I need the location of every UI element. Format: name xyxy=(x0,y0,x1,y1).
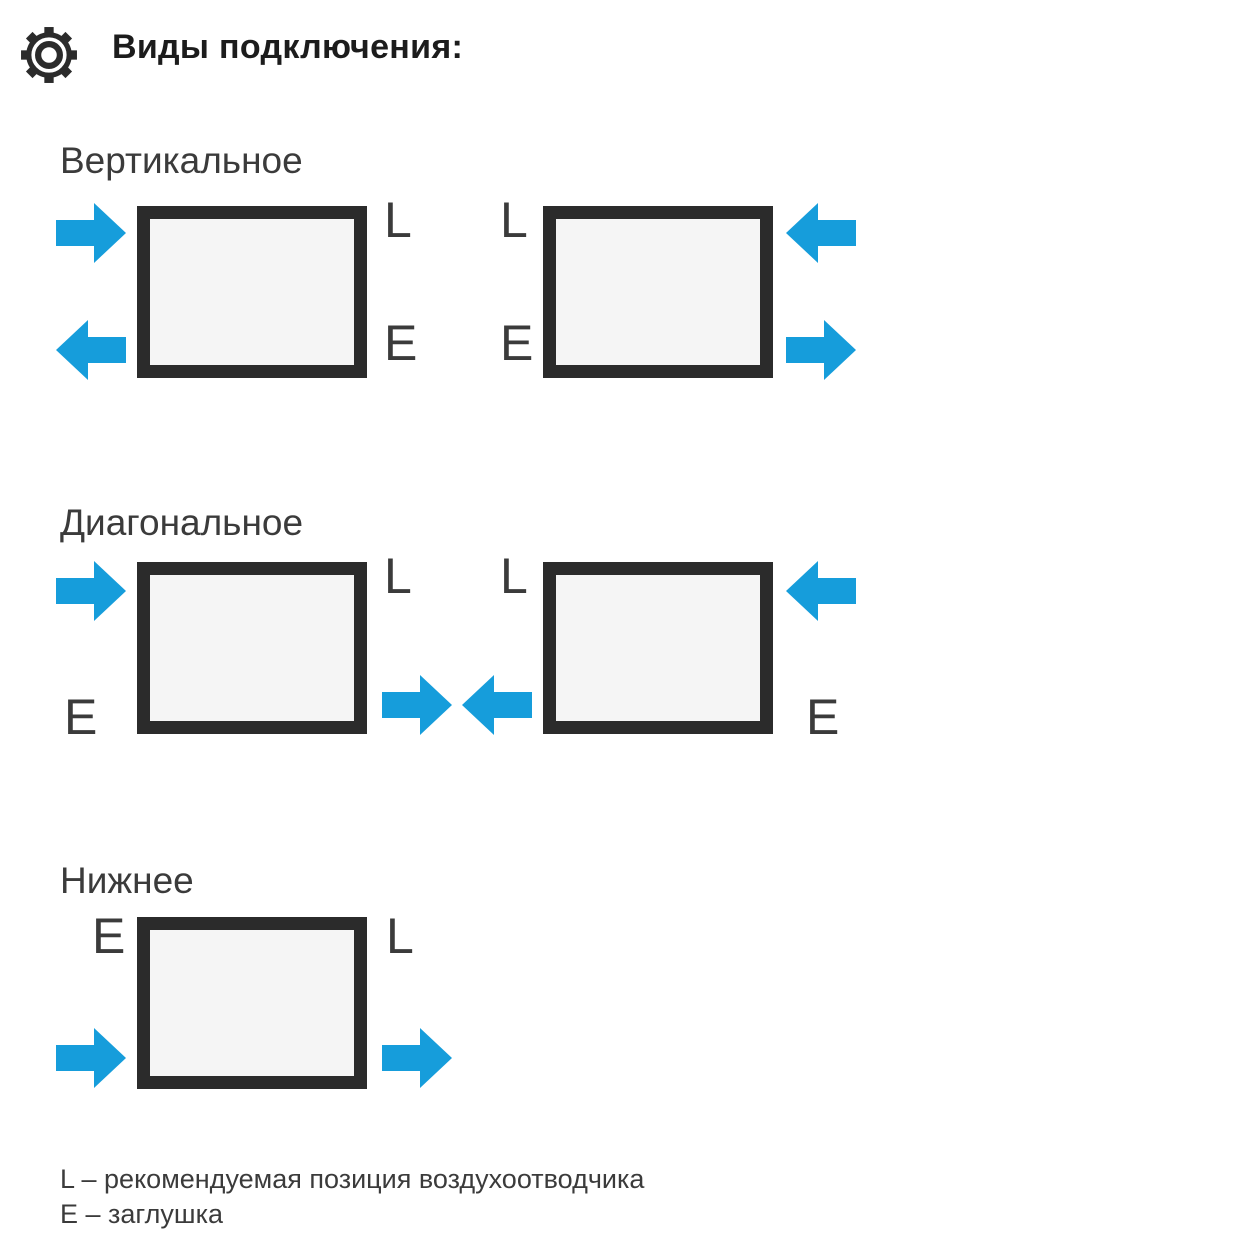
radiator-box xyxy=(543,562,773,734)
vertical-right-outlet-arrow-icon xyxy=(786,320,856,380)
port-label-e: E xyxy=(64,689,98,745)
section-title-bottom: Нижнее xyxy=(60,860,194,901)
port-label-e: E xyxy=(384,315,418,371)
legend-line-l: L – рекомендуемая позиция воздухоотводчика xyxy=(60,1164,645,1194)
port-label-e: E xyxy=(92,908,126,964)
diagonal-left-inlet-arrow-icon xyxy=(56,561,126,621)
port-label-e: E xyxy=(806,689,840,745)
legend-line-e: E – заглушка xyxy=(60,1199,224,1229)
bottom-inlet-arrow-icon xyxy=(56,1028,126,1088)
vertical-left-inlet-arrow-icon xyxy=(56,203,126,263)
radiator-box xyxy=(137,562,367,734)
bottom-outlet-arrow-icon xyxy=(382,1028,452,1088)
diagonal-left-outlet-arrow-icon xyxy=(382,675,452,735)
gear-icon xyxy=(20,26,78,84)
diagonal-right-outlet-arrow-icon xyxy=(462,675,532,735)
port-label-e: E xyxy=(500,315,534,371)
vertical-left-outlet-arrow-icon xyxy=(56,320,126,380)
vertical-right-inlet-arrow-icon xyxy=(786,203,856,263)
port-label-l: L xyxy=(384,192,412,248)
radiator-box xyxy=(543,206,773,378)
port-label-l: L xyxy=(500,548,528,604)
diagonal-right-inlet-arrow-icon xyxy=(786,561,856,621)
section-title-diagonal: Диагональное xyxy=(60,502,304,543)
port-label-l: L xyxy=(500,192,528,248)
radiator-box xyxy=(137,206,367,378)
radiator-box xyxy=(137,917,367,1089)
port-label-l: L xyxy=(384,548,412,604)
section-title-vertical: Вертикальное xyxy=(60,140,303,181)
page-title: Виды подключения: xyxy=(112,28,464,66)
port-label-l: L xyxy=(386,908,414,964)
